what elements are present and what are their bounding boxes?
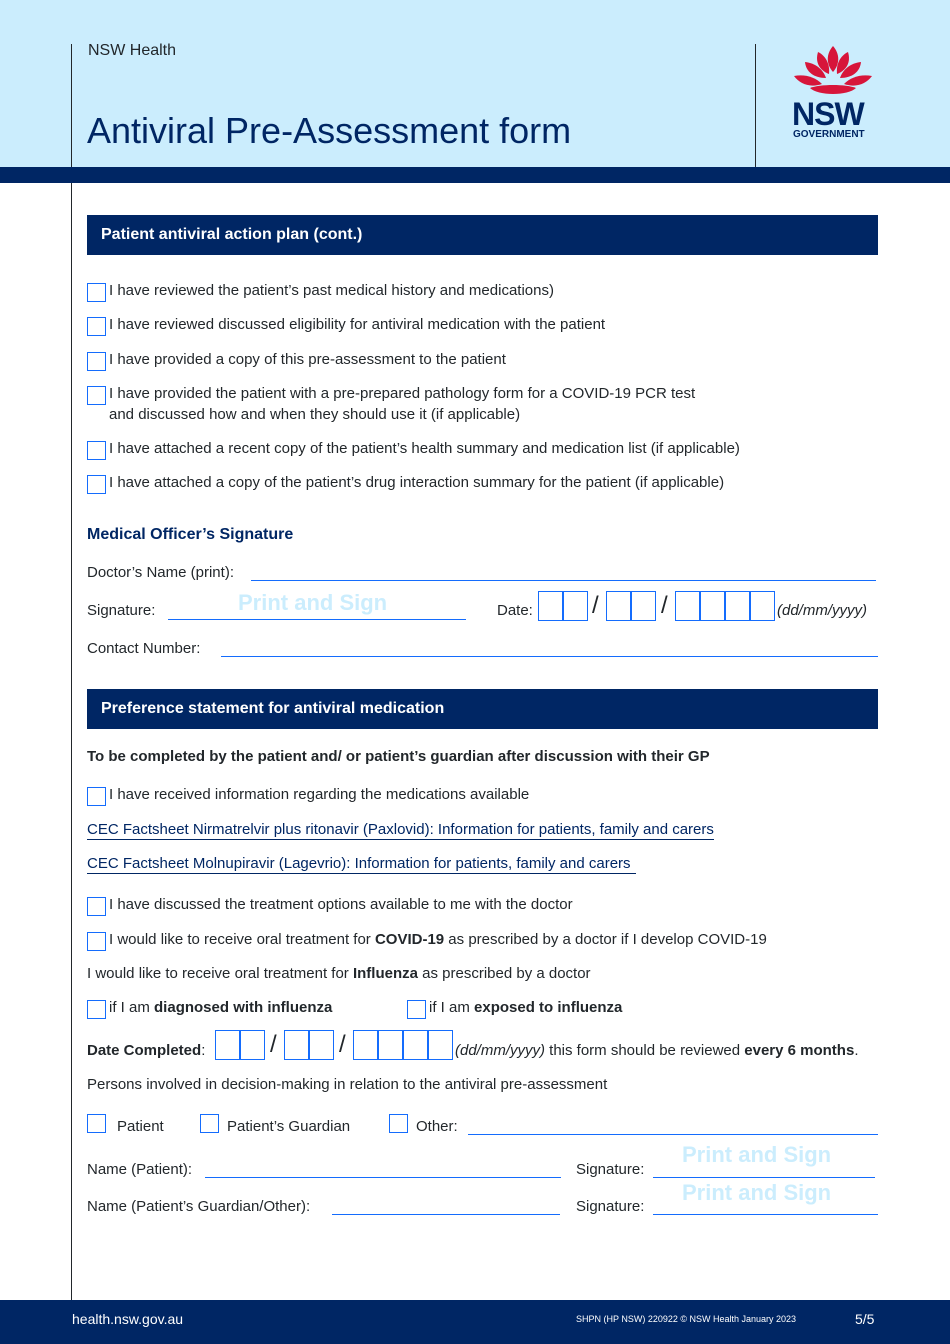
completed-month-digit-2[interactable] bbox=[309, 1030, 334, 1060]
logo-government-text: GOVERNMENT bbox=[793, 129, 865, 140]
org-name: NSW Health bbox=[88, 42, 177, 59]
date-slash: / bbox=[339, 1031, 346, 1058]
checkbox-discussed-eligibility[interactable] bbox=[87, 317, 106, 336]
completed-month-digit-1[interactable] bbox=[284, 1030, 309, 1060]
patient-signature-label: Signature: bbox=[576, 1161, 645, 1178]
completed-year-digit-2[interactable] bbox=[378, 1030, 403, 1060]
label-provided-copy: I have provided a copy of this pre-assessment to the patient bbox=[109, 351, 506, 368]
checkbox-reviewed-history[interactable] bbox=[87, 283, 106, 302]
page-title: Antiviral Pre-Assessment form bbox=[87, 110, 572, 151]
date-month-digit-2[interactable] bbox=[631, 591, 656, 621]
label-pathology-form-cont: and discussed how and when they should use it (if applicable) bbox=[109, 406, 521, 423]
checkbox-other[interactable] bbox=[389, 1114, 408, 1133]
completed-day-digit-2[interactable] bbox=[240, 1030, 265, 1060]
label-health-summary: I have attached a recent copy of the patient’s health summary and medication list (if applicable) bbox=[109, 440, 740, 457]
name-guardian-field[interactable] bbox=[332, 1214, 560, 1215]
doctor-name-field[interactable] bbox=[251, 580, 876, 581]
header-divider bbox=[755, 44, 756, 167]
name-patient-field[interactable] bbox=[205, 1177, 561, 1178]
guardian-signature-label: Signature: bbox=[576, 1198, 645, 1215]
label-pathology-form: I have provided the patient with a pre-prepared pathology form for a COVID-19 PCR test bbox=[109, 385, 696, 402]
contact-number-label: Contact Number: bbox=[87, 640, 201, 657]
preference-intro: To be completed by the patient and/ or patient’s guardian after discussion with their GP bbox=[87, 748, 710, 765]
section-action-plan-header: Patient antiviral action plan (cont.) bbox=[87, 215, 878, 255]
contact-number-field[interactable] bbox=[221, 656, 878, 657]
checkbox-received-info[interactable] bbox=[87, 787, 106, 806]
checkbox-pathology-form[interactable] bbox=[87, 386, 106, 405]
margin-rule bbox=[71, 44, 72, 1300]
label-covid-treatment: I would like to receive oral treatment for COVID-19 as prescribed by a doctor if I develop COVID-19 bbox=[109, 931, 767, 948]
footer-code: SHPN (HP NSW) 220922 © NSW Health January 2023 bbox=[576, 1314, 797, 1324]
label-patient: Patient bbox=[117, 1118, 164, 1135]
label-influenza-treatment: I would like to receive oral treatment for Influenza as prescribed by a doctor bbox=[87, 965, 591, 982]
date-slash: / bbox=[592, 592, 599, 619]
nsw-government-logo bbox=[788, 44, 878, 144]
date-completed-label: Date Completed: bbox=[87, 1042, 206, 1059]
checkbox-guardian[interactable] bbox=[200, 1114, 219, 1133]
date-slash: / bbox=[661, 592, 668, 619]
name-guardian-label: Name (Patient’s Guardian/Other): bbox=[87, 1198, 311, 1215]
completed-year-digit-1[interactable] bbox=[353, 1030, 378, 1060]
label-guardian: Patient’s Guardian bbox=[227, 1118, 351, 1135]
checkbox-health-summary[interactable] bbox=[87, 441, 106, 460]
patient-signature-placeholder: Print and Sign bbox=[682, 1142, 832, 1167]
logo-nsw-text: NSW bbox=[792, 96, 864, 132]
guardian-signature-field[interactable] bbox=[653, 1214, 878, 1215]
checkbox-provided-copy[interactable] bbox=[87, 352, 106, 371]
label-drug-interaction: I have attached a copy of the patient’s drug interaction summary for the patient (if applicable) bbox=[109, 474, 725, 491]
date-month-digit-1[interactable] bbox=[606, 591, 631, 621]
doctor-signature-label: Signature: bbox=[87, 602, 156, 619]
waratah-icon bbox=[788, 44, 878, 100]
section-preference-header: Preference statement for antiviral medication bbox=[87, 689, 878, 729]
doctor-signature-field[interactable] bbox=[168, 619, 466, 620]
label-received-info: I have received information regarding the medications available bbox=[109, 786, 530, 803]
date-slash: / bbox=[270, 1031, 277, 1058]
persons-involved-label: Persons involved in decision-making in relation to the antiviral pre-assessment bbox=[87, 1076, 608, 1093]
footer-page-number: 5/5 bbox=[855, 1311, 875, 1327]
label-diagnosed-influenza: if I am diagnosed with influenza bbox=[109, 999, 333, 1016]
label-discussed-options: I have discussed the treatment options available to me with the doctor bbox=[109, 896, 573, 913]
checkbox-discussed-options[interactable] bbox=[87, 897, 106, 916]
label-reviewed-history: I have reviewed the patient’s past medical history and medications) bbox=[109, 282, 554, 299]
checkbox-drug-interaction[interactable] bbox=[87, 475, 106, 494]
date-year-digit-4[interactable] bbox=[750, 591, 775, 621]
doctor-name-label: Doctor’s Name (print): bbox=[87, 564, 234, 581]
date-label: Date: bbox=[497, 602, 533, 619]
footer-url[interactable]: health.nsw.gov.au bbox=[72, 1311, 184, 1327]
patient-signature-field[interactable] bbox=[653, 1177, 875, 1178]
label-discussed-eligibility: I have reviewed discussed eligibility for antiviral medication with the patient bbox=[109, 316, 606, 333]
review-note: (dd/mm/yyyy) this form should be reviewed every 6 months. bbox=[455, 1042, 859, 1059]
checkbox-patient[interactable] bbox=[87, 1114, 106, 1133]
link-lagevrio-factsheet[interactable]: CEC Factsheet Molnupiravir (Lagevrio): Information for patients, family and carers bbox=[87, 855, 636, 874]
label-other: Other: bbox=[416, 1118, 458, 1135]
date-year-digit-1[interactable] bbox=[675, 591, 700, 621]
signature-heading: Medical Officer’s Signature bbox=[87, 526, 294, 543]
completed-year-digit-4[interactable] bbox=[428, 1030, 453, 1060]
label-exposed-influenza: if I am exposed to influenza bbox=[429, 999, 623, 1016]
guardian-signature-placeholder: Print and Sign bbox=[682, 1180, 832, 1205]
date-year-digit-2[interactable] bbox=[700, 591, 725, 621]
checkbox-diagnosed-influenza[interactable] bbox=[87, 1000, 106, 1019]
date-day-digit-2[interactable] bbox=[563, 591, 588, 621]
completed-year-digit-3[interactable] bbox=[403, 1030, 428, 1060]
name-patient-label: Name (Patient): bbox=[87, 1161, 193, 1178]
date-day-digit-1[interactable] bbox=[538, 591, 563, 621]
completed-day-digit-1[interactable] bbox=[215, 1030, 240, 1060]
date-format-hint: (dd/mm/yyyy) bbox=[777, 602, 867, 619]
date-year-digit-3[interactable] bbox=[725, 591, 750, 621]
checkbox-covid-treatment[interactable] bbox=[87, 932, 106, 951]
checkbox-exposed-influenza[interactable] bbox=[407, 1000, 426, 1019]
doctor-signature-placeholder: Print and Sign bbox=[238, 590, 388, 615]
header-bar bbox=[0, 167, 950, 183]
other-field[interactable] bbox=[468, 1134, 878, 1135]
link-paxlovid-factsheet[interactable]: CEC Factsheet Nirmatrelvir plus ritonavir (Paxlovid): Information for patients, family and carers bbox=[87, 821, 714, 838]
